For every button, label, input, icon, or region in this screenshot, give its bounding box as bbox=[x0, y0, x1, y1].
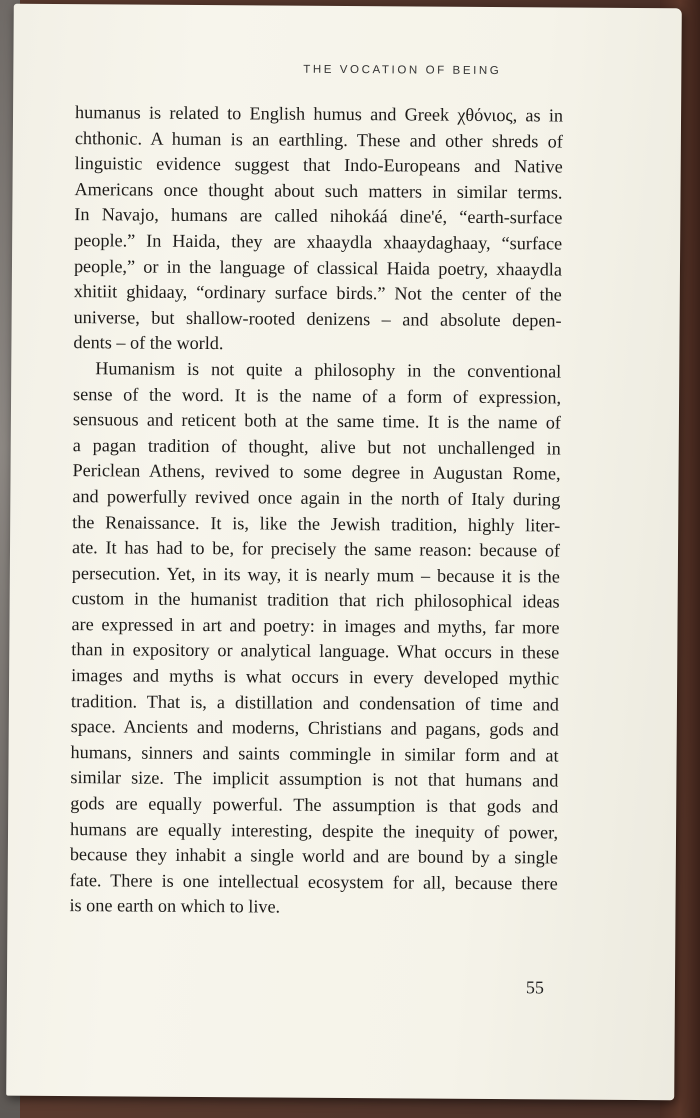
text-line: Americans once thought about such matters in similar terms. bbox=[74, 178, 563, 203]
text-line: chthonic. A human is an earthling. These and other shreds of bbox=[74, 127, 563, 152]
text-line: tradition. That is, a distillation and condensation of time and bbox=[70, 690, 560, 715]
text-line: Periclean Athens, revived to some degree in Augustan Rome, bbox=[72, 460, 561, 484]
page-number: 55 bbox=[525, 977, 545, 998]
text-line: humans, sinners and saints commingle in similar form and at bbox=[70, 741, 559, 766]
text-line: the Renaissance. It is, like the Jewish tradition, highly liter- bbox=[72, 511, 561, 536]
text-line: xhitiit ghidaay, “ordinary surface birds.” Not the center of the bbox=[73, 281, 562, 305]
text-line: similar size. The implicit assumption is not that humans and bbox=[70, 767, 559, 791]
paragraph-2 bbox=[69, 356, 561, 922]
text-line: people,” or in the language of classical Haida poetry, xhaaydla bbox=[73, 255, 563, 280]
text-line: a pagan tradition of thought, alive but not unchallenged in bbox=[72, 434, 561, 459]
running-head: THE VOCATION OF BEING bbox=[303, 63, 502, 78]
text-line: dents – of the world. bbox=[73, 332, 224, 354]
text-line: custom in the humanist tradition that rich philosophical ideas bbox=[71, 588, 560, 612]
text-line: humanus is related to English humus and Greek χθόνιος, as in bbox=[74, 102, 564, 126]
paragraph-1 bbox=[73, 100, 563, 359]
book-page bbox=[6, 4, 682, 1101]
text-line: than in expository or analytical language. What occurs in these bbox=[71, 639, 560, 663]
text-line: Humanism is not quite a philosophy in the conventional bbox=[95, 358, 562, 382]
text-line: linguistic evidence suggest that Indo-Europeans and Native bbox=[74, 153, 563, 177]
text-line: and powerfully revived once again in the north of Italy during bbox=[72, 486, 561, 510]
text-line: In Navajo, humans are called nihokáá dine'é, “earth-surface bbox=[74, 204, 563, 228]
text-line: persecution. Yet, in its way, it is nearly mum – because it is the bbox=[71, 562, 560, 587]
text-line: sense of the word. It is the name of a form of expression, bbox=[73, 383, 562, 408]
text-line: ate. It has had to be, for precisely the same reason: because of bbox=[71, 537, 561, 561]
text-line: because they inhabit a single world and are bound by a single bbox=[69, 844, 558, 868]
text-line: gods are equally powerful. The assumption is that gods and bbox=[70, 793, 559, 817]
text-line: fate. There is one intellectual ecosystem for all, because there bbox=[69, 869, 558, 894]
text-line: space. Ancients and moderns, Christians and pagans, gods and bbox=[70, 716, 559, 740]
text-line: sensuous and reticent both at the same time. It is the name of bbox=[72, 409, 561, 433]
text-line: universe, but shallow-rooted denizens – and absolute depen- bbox=[73, 306, 562, 331]
text-line: are expressed in art and poetry: in images and myths, far more bbox=[71, 613, 560, 638]
text-line: is one earth on which to live. bbox=[69, 895, 281, 917]
text-line: people.” In Haida, they are xhaaydla xhaaydaghaay, “surface bbox=[74, 230, 563, 254]
body-text bbox=[69, 100, 563, 922]
text-line: images and myths is what occurs in every developed mythic bbox=[71, 665, 560, 689]
text-line: humans are equally interesting, despite the inequity of power, bbox=[69, 818, 559, 843]
